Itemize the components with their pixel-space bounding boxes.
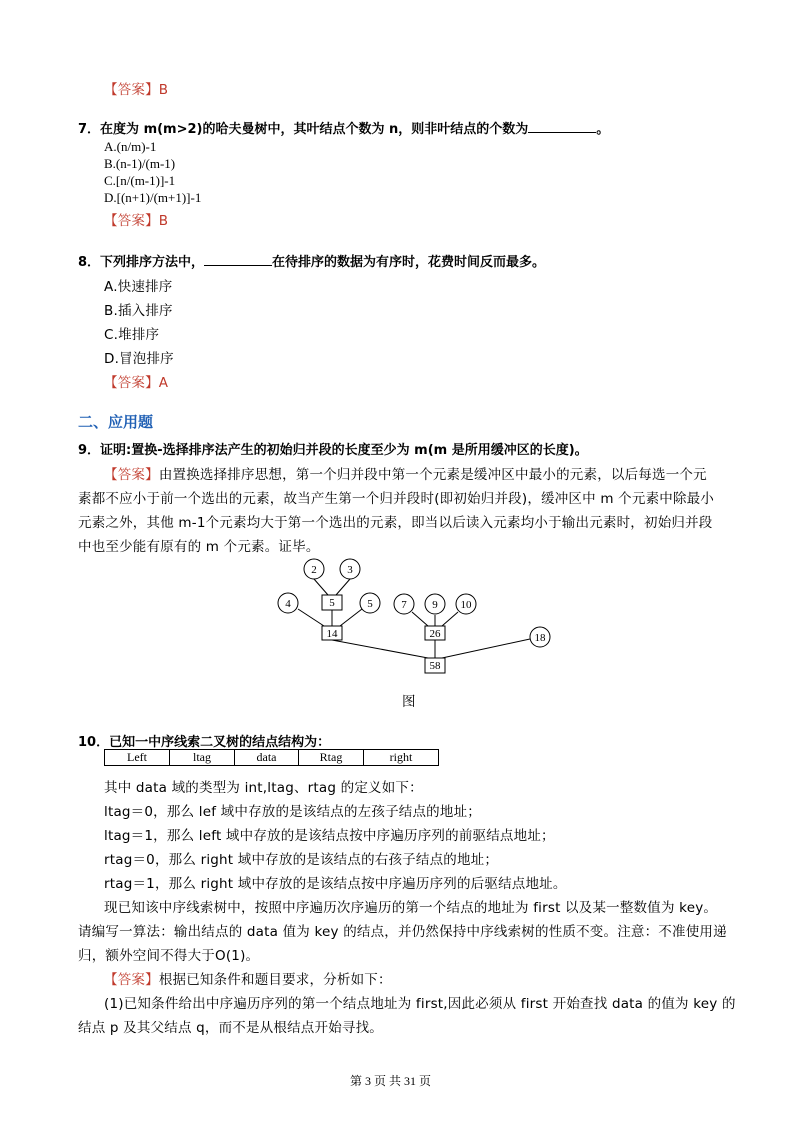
q10-line-1: 其中 data 域的类型为 int,ltag、rtag 的定义如下：: [104, 780, 423, 796]
field-data: data: [235, 750, 299, 766]
tree-box-5: 5: [329, 597, 335, 609]
q9-answer-line-4: 中也至少能有原有的 m 个元素。证毕。: [78, 539, 320, 555]
page-footer: 第 3 页 共 31 页: [350, 1074, 432, 1088]
q7-option-d: D.[(n+1)/(m+1)]-1: [104, 190, 202, 205]
q10-line-5: rtag＝1，那么 right 域中存放的是该结点按中序遍历序列的后驱结点地址。: [104, 876, 567, 892]
q8-blank: [204, 253, 272, 266]
section-heading: 二、应用题: [78, 413, 154, 431]
q10-line-3: ltag＝1，那么 left 域中存放的是该结点按中序遍历序列的前驱结点地址；: [104, 828, 555, 844]
tree-box-26: 26: [429, 628, 441, 640]
tree-circle-7: 7: [401, 599, 407, 611]
q8-option-d: D.冒泡排序: [104, 351, 174, 367]
q8-option-a: A.快速排序: [104, 279, 173, 295]
tree-circle-10: 10: [460, 599, 472, 611]
tree-circle-2: 2: [311, 564, 317, 576]
q7-stem: 7．在度为 m(m>2)的哈夫曼树中，其叶结点个数为 n，则非叶结点的个数为 。: [78, 122, 610, 137]
q9-stem: 9．证明:置换-选择排序法产生的初始归并段的长度至少为 m(m 是所用缓冲区的长度)。: [78, 443, 588, 458]
merge-tree-figure: [260, 553, 560, 683]
tree-circle-18: 18: [534, 632, 546, 644]
field-left: Left: [105, 750, 170, 766]
node-structure-table: [104, 749, 439, 766]
tree-circle-3: 3: [347, 564, 353, 576]
q10-line-4: rtag＝0，那么 right 域中存放的是该结点的右孩子结点的地址；: [104, 852, 499, 868]
tree-box-14: 14: [326, 628, 338, 640]
q8-stem: 8．下列排序方法中， 在待排序的数据为有序时，花费时间反而最多。: [78, 255, 546, 270]
tree-circle-5: 5: [367, 598, 373, 610]
q10-line-8: 归，额外空间不得大于O(1)。: [78, 948, 260, 964]
q9-answer-line-2: 素都不应小于前一个选出的元素，故当产生第一个归并段时(即初始归并段)，缓冲区中 m 个元素中除最小: [78, 491, 715, 507]
tree-circle-9: 9: [432, 599, 438, 611]
field-ltag: ltag: [170, 750, 235, 766]
q10-answer-line-1: (1)已知条件给出中序遍历序列的第一个结点地址为 first,因此必须从 first 开始查找 data 的值为 key 的: [104, 996, 736, 1012]
q10-answer: 【答案】根据已知条件和题目要求，分析如下：: [104, 972, 392, 988]
q7-option-a: A.(n/m)-1: [104, 139, 157, 154]
figure-caption: 图: [402, 694, 416, 710]
tree-circle-4: 4: [285, 598, 291, 610]
q7-answer: 【答案】B: [104, 213, 169, 229]
q10-answer-line-2: 结点 p 及其父结点 q，而不是从根结点开始寻找。: [78, 1020, 384, 1036]
q8-option-b: B.插入排序: [104, 303, 173, 319]
field-rtag: Rtag: [299, 750, 364, 766]
q7-option-c: C.[n/(m-1)]-1: [104, 173, 176, 188]
q10-line-6: 现已知该中序线索树中，按照中序遍历次序遍历的第一个结点的地址为 first 以及某一整数值为 key。: [104, 900, 718, 916]
q8-answer: 【答案】A: [104, 375, 169, 391]
q8-option-c: C.堆排序: [104, 327, 160, 343]
q7-option-b: B.(n-1)/(m-1): [104, 156, 176, 171]
q10-line-7: 请编写一算法：输出结点的 data 值为 key 的结点，并仍然保持中序线索树的性质不变。注意：不准使用递: [78, 924, 727, 940]
field-right: right: [364, 750, 439, 766]
q10-line-2: ltag＝0，那么 lef 域中存放的是该结点的左孩子结点的地址；: [104, 804, 481, 820]
q9-answer-line-1: 【答案】由置换选择排序思想，第一个归并段中第一个元素是缓冲区中最小的元素，以后每选一个元: [104, 467, 707, 483]
q7-blank: [528, 120, 596, 133]
q10-stem: 10．已知一中序线索二叉树的结点结构为：: [78, 735, 331, 750]
q9-answer-line-3: 元素之外，其他 m-1个元素均大于第一个选出的元素，即当以后读入元素均小于输出元素时，初始归并段: [78, 515, 713, 531]
q6-answer: 【答案】B: [104, 82, 169, 98]
tree-box-58: 58: [429, 660, 441, 672]
